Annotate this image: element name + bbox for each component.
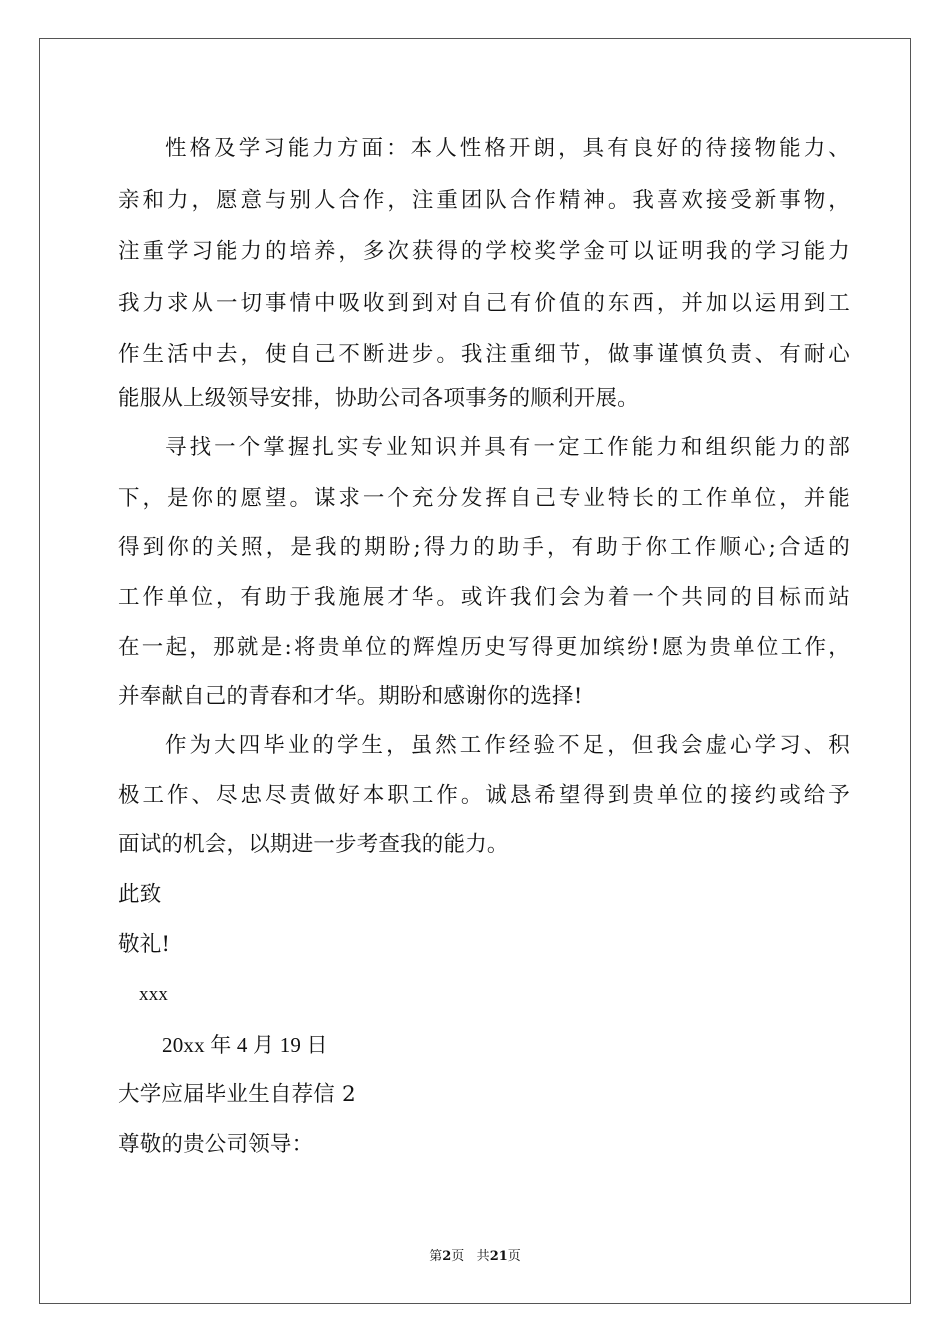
page-footer [0,1248,950,1266]
date: 20xx 年 4 月 19 日 [162,1033,328,1057]
paragraph-1-line-1: 性格及学习能力方面：本人性格开朗，具有良好的待接物能力、 [165,136,850,161]
page-suffix: 页 [451,1249,465,1264]
paragraph-2-line-6: 并奉献自己的青春和才华。期盼和感谢你的选择! [118,684,583,709]
total-prefix: 共 [476,1249,490,1264]
paragraph-3-line-1: 作为大四毕业的学生，虽然工作经验不足，但我会虚心学习、积 [165,733,850,758]
paragraph-1-line-2: 亲和力，愿意与别人合作，注重团队合作精神。我喜欢接受新事物， [118,188,850,213]
paragraph-2-line-1: 寻找一个掌握扎实专业知识并具有一定工作能力和组织能力的部 [165,435,850,460]
paragraph-2-line-4: 工作单位，有助于我施展才华。或许我们会为着一个共同的目标而站 [118,585,850,610]
signature: xxx [139,984,169,1005]
paragraph-3-line-2: 极工作、尽忠尽责做好本职工作。诚恳希望得到贵单位的接约或给予 [118,783,850,808]
paragraph-1-line-4: 我力求从一切事情中吸收到到对自己有价值的东西，并加以运用到工 [118,291,850,316]
paragraph-1-line-3: 注重学习能力的培养，多次获得的学校奖学金可以证明我的学习能力 [118,239,850,264]
greeting: 尊敬的贵公司领导： [118,1132,314,1157]
total-pages: 21 [489,1249,508,1264]
page-border [39,38,911,1304]
paragraph-1-line-5: 作生活中去，使自己不断进步。我注重细节，做事谨慎负责、有耐心 [118,342,850,367]
salute-text: 敬礼! [118,932,171,957]
page-prefix: 第 [429,1249,443,1264]
paragraph-3-line-3: 面试的机会，以期进一步考查我的能力。 [118,832,509,857]
paragraph-2-line-2: 下，是你的愿望。谋求一个充分发挥自己专业特长的工作单位，并能 [118,486,850,511]
total-suffix: 页 [507,1249,521,1264]
section-title: 大学应届毕业生自荐信 2 [118,1082,356,1107]
page-number: 2 [442,1249,452,1264]
closing-text: 此致 [118,882,162,907]
paragraph-2-line-3: 得到你的关照，是我的期盼;得力的助手，有助于你工作顺心;合适的 [118,535,850,560]
paragraph-1-line-6: 能服从上级领导安排，协助公司各项事务的顺利开展。 [118,386,639,411]
paragraph-2-line-5: 在一起，那就是:将贵单位的辉煌历史写得更加缤纷!愿为贵单位工作， [118,635,850,660]
